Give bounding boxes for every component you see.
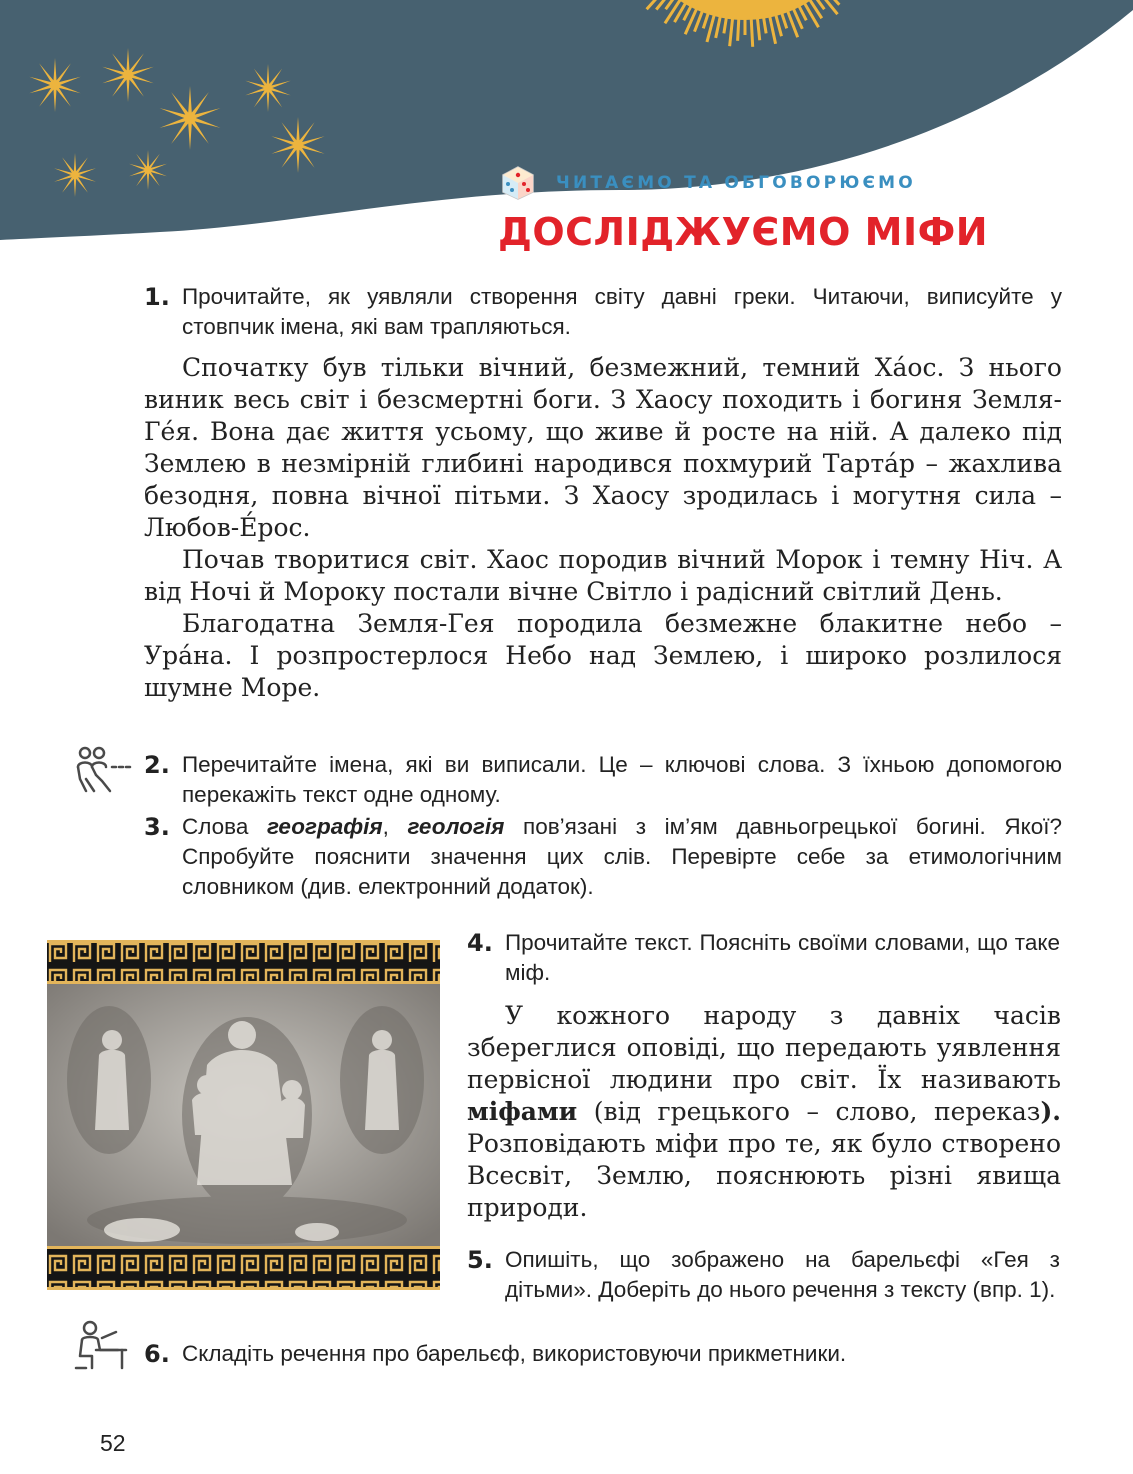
task-3: [144, 812, 1062, 902]
task-1: [144, 282, 1062, 342]
pair-work-icon: [72, 745, 134, 797]
myth-paragraph: Спочатку був тільки вічний, безмежний, темний Ха́ос. З нього виник весь світ і безсмертні боги. З Хаосу походить і богиня Земля-Ге́я. Вона дає життя усьому, що живе й росте на ній. А далеко під Землею в незмірній глибині народився похмурий Тарта́р – жахлива безодня, повна вічної пітьми. З Хаосу зродилась і могутня сила – Любов-Е́рос.: [144, 353, 1062, 542]
myth-definition-text: [467, 1000, 1061, 1224]
term-myths: міфами: [467, 1097, 578, 1126]
dice-icon: [500, 165, 536, 201]
task-text: Складіть речення про барельєф, використовуючи прикметники.: [182, 1341, 847, 1366]
task-text: Прочитайте текст. Поясніть своїми словами, що таке міф.: [505, 930, 1060, 985]
task-number: 2.: [144, 751, 170, 779]
term-geography: географія: [266, 814, 383, 839]
task-6: [144, 1339, 1062, 1369]
gaia-relief-image: [47, 940, 440, 1290]
page-title: ДОСЛІДЖУЄМО МІФИ: [498, 210, 989, 254]
definition-text: Розповідають міфи про те, як було створено Всесвіт, Землю, пояснюють різні явища природи.: [467, 1129, 1061, 1222]
sun-ray: [738, 18, 739, 41]
task-number: 1.: [144, 283, 170, 311]
task-text: ,: [382, 814, 408, 839]
task-text: Опишіть, що зображено на барельєфі «Гея з дітьми». Доберіть до нього речення з тексту (впр. 1).: [505, 1247, 1060, 1302]
myth-creation-text: [144, 352, 1062, 704]
definition-text: (від грецького – слово, переказ: [577, 1097, 1041, 1126]
definition-closing: ).: [1040, 1097, 1061, 1126]
task-number: 6.: [144, 1340, 170, 1368]
task-text: Перечитайте імена, які ви виписали. Це – ключові слова. З їхньою допомогою перекажіть текст одне одному.: [182, 752, 1062, 807]
task-4: [467, 928, 1060, 988]
page-number: 52: [100, 1430, 126, 1456]
task-2: [144, 750, 1062, 810]
task-number: 4.: [467, 929, 493, 957]
task-text: пов’язані з ім’ям давньогрецької богині. Якої? Спробуйте пояснити значення цих слів. Перевірте себе за етимологічним словником (див. електронний додаток).: [182, 814, 1062, 899]
myth-paragraph: Почав творитися світ. Хаос породив вічний Морок і темну Ніч. А від Ночі й Мороку постали вічне Світло і радісний світлий День.: [144, 545, 1062, 606]
section-label: [500, 165, 916, 201]
task-number: 3.: [144, 813, 170, 841]
section-label-text: ЧИТАЄМО ТА ОБГОВОРЮЄМО: [556, 173, 916, 193]
myth-paragraph: Благодатна Земля-Гея породила безмежне блакитне небо – Ура́на. І розпростерлося Небо над Землею, і широко розлилося шумне Море.: [144, 609, 1062, 702]
sun-ray: [751, 18, 753, 47]
definition-text: У кожного народу з давніх часів збереглися оповіді, що передають уявлення первісної людини про світ. Їх називають: [467, 1001, 1061, 1094]
task-text: Слова: [182, 814, 267, 839]
task-text: Прочитайте, як уявляли створення світу давні греки. Читаючи, виписуйте у стовпчик імена, які вам трапляються.: [182, 284, 1062, 339]
task-number: 5.: [467, 1246, 493, 1274]
task-5: [467, 1245, 1060, 1305]
term-geology: геологія: [407, 814, 505, 839]
writing-desk-icon: [72, 1320, 128, 1372]
